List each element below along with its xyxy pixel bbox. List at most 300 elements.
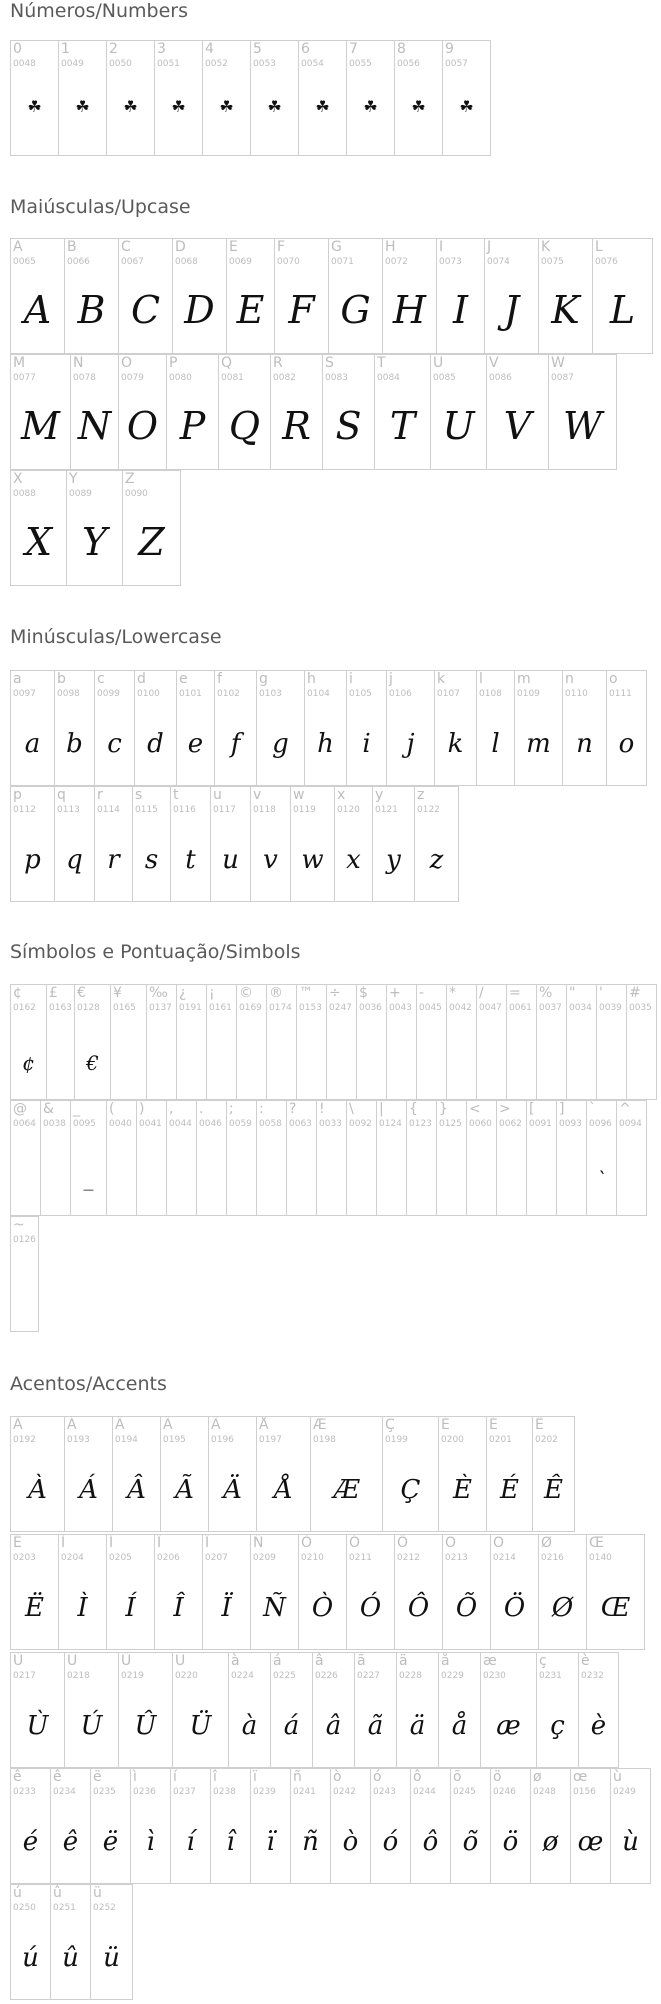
char-code: 0195 — [163, 1435, 186, 1445]
glyph-cell[interactable] — [606, 670, 647, 786]
char-label: h — [307, 671, 316, 687]
glyph-cell[interactable] — [414, 786, 459, 902]
glyph-cell[interactable] — [586, 1534, 645, 1650]
char-code: 0040 — [109, 1119, 132, 1129]
glyph-cell[interactable] — [10, 1534, 58, 1650]
glyph-cell[interactable] — [110, 984, 146, 1100]
glyph-cell[interactable] — [74, 984, 110, 1100]
glyph-cell[interactable] — [298, 40, 346, 156]
glyph-preview: û — [62, 1943, 79, 1973]
glyph-cell[interactable] — [90, 1768, 130, 1884]
char-code: 0060 — [469, 1119, 492, 1129]
glyph-cell[interactable] — [266, 984, 296, 1100]
glyph-cell[interactable] — [10, 238, 64, 354]
glyph-cell[interactable] — [154, 40, 202, 156]
char-label: ¿ — [179, 985, 187, 1001]
char-label: ê — [13, 1769, 22, 1785]
glyph-preview: ò — [342, 1827, 359, 1857]
glyph-cell[interactable] — [250, 786, 290, 902]
glyph-cell[interactable] — [172, 238, 226, 354]
char-code: 0095 — [73, 1119, 96, 1129]
glyph-preview: Ù — [26, 1711, 49, 1741]
glyph-preview: Ó — [359, 1593, 382, 1623]
glyph-cell[interactable] — [296, 984, 326, 1100]
char-code: 0213 — [445, 1553, 468, 1563]
glyph-cell[interactable] — [536, 984, 566, 1100]
glyph-cell[interactable] — [286, 1100, 316, 1216]
char-code: 0057 — [445, 59, 468, 69]
char-label: \ — [349, 1101, 354, 1117]
char-label: $ — [359, 985, 368, 1001]
glyph-cell[interactable] — [386, 670, 434, 786]
glyph-cell[interactable] — [196, 1100, 226, 1216]
char-label: @ — [13, 1101, 27, 1117]
glyph-cell[interactable] — [154, 1534, 202, 1650]
glyph-cell[interactable] — [526, 1100, 556, 1216]
glyph-cell[interactable] — [236, 984, 266, 1100]
char-label: ñ — [293, 1769, 302, 1785]
glyph-cell[interactable] — [58, 1534, 106, 1650]
char-code: 0193 — [67, 1435, 90, 1445]
glyph-cell[interactable] — [476, 670, 514, 786]
glyph-preview: m — [526, 729, 551, 759]
glyph-cell[interactable] — [372, 786, 414, 902]
char-label: L — [595, 239, 603, 255]
glyph-cell[interactable] — [210, 786, 250, 902]
glyph-cell[interactable] — [484, 238, 538, 354]
glyph-cell[interactable] — [616, 1100, 647, 1216]
char-label: À — [13, 1417, 23, 1433]
glyph-preview: á — [283, 1711, 300, 1741]
glyph-cell[interactable] — [406, 1100, 436, 1216]
char-label: g — [259, 671, 268, 687]
char-code: 0211 — [349, 1553, 372, 1563]
glyph-cell[interactable] — [250, 40, 298, 156]
glyph-cell[interactable] — [434, 670, 476, 786]
glyph-cell[interactable] — [64, 238, 118, 354]
char-code: 0042 — [449, 1003, 472, 1013]
glyph-cell[interactable] — [50, 1768, 90, 1884]
glyph-cell[interactable] — [270, 354, 322, 470]
glyph-cell[interactable] — [46, 984, 74, 1100]
char-code: 0034 — [569, 1003, 592, 1013]
glyph-cell[interactable] — [394, 40, 442, 156]
glyph-cell[interactable] — [562, 670, 606, 786]
char-label: Ù — [13, 1653, 24, 1669]
char-label: } — [439, 1101, 448, 1117]
char-code: 0114 — [97, 805, 120, 815]
glyph-cell[interactable] — [610, 1768, 651, 1884]
glyph-cell[interactable] — [290, 786, 334, 902]
glyph-preview: Y — [81, 520, 108, 564]
char-code: 0199 — [385, 1435, 408, 1445]
glyph-cell[interactable] — [210, 1768, 250, 1884]
glyph-cell[interactable] — [556, 1100, 586, 1216]
char-code: 0194 — [115, 1435, 138, 1445]
glyph-cell[interactable] — [486, 354, 548, 470]
glyph-cell[interactable] — [176, 670, 214, 786]
char-label: Î — [157, 1535, 162, 1551]
char-code: 0204 — [61, 1553, 84, 1563]
char-code: 0045 — [419, 1003, 442, 1013]
glyph-cell[interactable] — [596, 984, 626, 1100]
glyph-cell[interactable] — [326, 984, 356, 1100]
glyph-cell[interactable] — [442, 1534, 490, 1650]
glyph-cell[interactable] — [354, 1652, 396, 1768]
char-code: 0110 — [565, 689, 588, 699]
glyph-cell[interactable] — [356, 984, 386, 1100]
glyph-cell[interactable] — [374, 354, 430, 470]
glyph-cell[interactable] — [10, 1416, 64, 1532]
glyph-cell[interactable] — [136, 1100, 166, 1216]
char-code: 0097 — [13, 689, 36, 699]
glyph-cell[interactable] — [166, 354, 218, 470]
glyph-cell[interactable] — [438, 1652, 480, 1768]
glyph-cell[interactable] — [578, 1652, 619, 1768]
char-label: ù — [613, 1769, 622, 1785]
glyph-cell[interactable] — [506, 984, 536, 1100]
glyph-preview: k — [447, 729, 464, 759]
char-code: 0069 — [229, 257, 252, 267]
glyph-cell[interactable] — [10, 670, 54, 786]
char-label: æ — [483, 1653, 497, 1669]
glyph-cell[interactable] — [250, 1768, 290, 1884]
glyph-cell[interactable] — [10, 1884, 50, 2000]
glyph-cell[interactable] — [64, 1416, 112, 1532]
glyph-cell[interactable] — [176, 984, 206, 1100]
char-label: a — [13, 671, 22, 687]
glyph-preview: ö — [502, 1827, 519, 1857]
glyph-cell[interactable] — [226, 238, 274, 354]
char-code: 0036 — [359, 1003, 382, 1013]
glyph-preview: K — [551, 288, 580, 332]
glyph-cell[interactable] — [146, 984, 176, 1100]
char-label: Ã — [163, 1417, 173, 1433]
char-code: 0140 — [589, 1553, 612, 1563]
char-label: B — [67, 239, 77, 255]
glyph-preview: ☘ — [75, 97, 90, 116]
char-code: 0100 — [137, 689, 160, 699]
glyph-preview: Ñ — [263, 1593, 286, 1623]
char-label: Z — [125, 471, 135, 487]
glyph-cell[interactable] — [90, 1884, 133, 2000]
char-label: Ú — [67, 1653, 78, 1669]
glyph-cell[interactable] — [10, 40, 58, 156]
glyph-cell[interactable] — [446, 984, 476, 1100]
glyph-cell[interactable] — [536, 1652, 578, 1768]
glyph-cell[interactable] — [346, 1100, 376, 1216]
char-label: ò — [333, 1769, 342, 1785]
glyph-cell[interactable] — [436, 1100, 466, 1216]
glyph-cell[interactable] — [10, 1652, 64, 1768]
glyph-cell[interactable] — [346, 1534, 394, 1650]
glyph-cell[interactable] — [160, 1416, 208, 1532]
char-code: 0201 — [489, 1435, 512, 1445]
glyph-preview: F — [288, 288, 315, 332]
glyph-cell[interactable] — [118, 238, 172, 354]
char-label: 1 — [61, 41, 70, 57]
char-label: D — [175, 239, 186, 255]
char-code: 0242 — [333, 1787, 356, 1797]
glyph-cell[interactable] — [58, 40, 106, 156]
char-code: 0099 — [97, 689, 120, 699]
glyph-cell[interactable] — [206, 984, 236, 1100]
char-code: 0128 — [77, 1003, 100, 1013]
glyph-preview: p — [24, 845, 41, 875]
glyph-cell[interactable] — [10, 1216, 39, 1332]
glyph-cell[interactable] — [476, 984, 506, 1100]
char-label: T — [377, 355, 386, 371]
glyph-cell[interactable] — [256, 670, 304, 786]
glyph-cell[interactable] — [538, 1534, 586, 1650]
char-label: Ö — [493, 1535, 505, 1551]
glyph-cell[interactable] — [66, 470, 122, 586]
glyph-preview: À — [28, 1475, 47, 1505]
char-code: 0051 — [157, 59, 180, 69]
glyph-row — [10, 470, 181, 586]
char-code: 0041 — [139, 1119, 162, 1129]
char-code: 0078 — [73, 373, 96, 383]
glyph-cell[interactable] — [256, 1100, 286, 1216]
glyph-preview: í — [186, 1827, 195, 1857]
glyph-cell[interactable] — [122, 470, 181, 586]
char-code: 0102 — [217, 689, 240, 699]
char-code: 0087 — [551, 373, 574, 383]
glyph-cell[interactable] — [106, 40, 154, 156]
char-code: 0092 — [349, 1119, 372, 1129]
char-label: ô — [413, 1769, 422, 1785]
char-label: Ø — [541, 1535, 553, 1551]
glyph-cell[interactable] — [514, 670, 562, 786]
glyph-cell[interactable] — [274, 238, 328, 354]
char-label: i — [349, 671, 353, 687]
char-label: j — [389, 671, 393, 687]
glyph-cell[interactable] — [328, 238, 382, 354]
glyph-cell[interactable] — [228, 1652, 270, 1768]
glyph-cell[interactable] — [330, 1768, 370, 1884]
glyph-cell[interactable] — [118, 354, 166, 470]
glyph-cell[interactable] — [626, 984, 657, 1100]
glyph-preview: Ï — [221, 1593, 232, 1623]
glyph-cell[interactable] — [396, 1652, 438, 1768]
char-code: 0120 — [337, 805, 360, 815]
char-code: 0238 — [213, 1787, 236, 1797]
glyph-cell[interactable] — [480, 1652, 536, 1768]
char-label: y — [375, 787, 384, 803]
section-title: Maiúsculas/Upcase — [10, 196, 191, 218]
glyph-cell[interactable] — [310, 1416, 382, 1532]
glyph-preview: l — [491, 729, 500, 759]
glyph-preview: B — [77, 288, 106, 332]
glyph-cell[interactable] — [570, 1768, 610, 1884]
glyph-cell[interactable] — [166, 1100, 196, 1216]
char-label: è — [581, 1653, 590, 1669]
glyph-row — [10, 354, 617, 470]
glyph-cell[interactable] — [170, 1768, 210, 1884]
glyph-cell[interactable] — [416, 984, 446, 1100]
char-code: 0111 — [609, 689, 632, 699]
glyph-cell[interactable] — [10, 786, 54, 902]
glyph-preview: y — [386, 845, 401, 875]
glyph-cell[interactable] — [386, 984, 416, 1100]
char-code: 0065 — [13, 257, 36, 267]
glyph-cell[interactable] — [134, 670, 176, 786]
glyph-cell[interactable] — [586, 1100, 616, 1216]
glyph-cell[interactable] — [430, 354, 486, 470]
glyph-cell[interactable] — [54, 670, 94, 786]
glyph-cell[interactable] — [256, 1416, 310, 1532]
char-label: ~ — [13, 1217, 25, 1233]
glyph-cell[interactable] — [170, 786, 210, 902]
char-code: 0050 — [109, 59, 132, 69]
char-label: ø — [533, 1769, 542, 1785]
glyph-cell[interactable] — [290, 1768, 330, 1884]
glyph-cell[interactable] — [94, 670, 134, 786]
char-code: 0207 — [205, 1553, 228, 1563]
char-label: l — [479, 671, 483, 687]
char-code: 0225 — [273, 1671, 296, 1681]
glyph-cell[interactable] — [334, 786, 372, 902]
glyph-cell[interactable] — [548, 354, 617, 470]
char-code: 0116 — [173, 805, 196, 815]
char-code: 0066 — [67, 257, 90, 267]
char-code: 0247 — [329, 1003, 352, 1013]
glyph-preview: ø — [542, 1827, 559, 1857]
char-code: 0117 — [213, 805, 236, 815]
glyph-cell[interactable] — [490, 1534, 538, 1650]
glyph-cell[interactable] — [490, 1768, 530, 1884]
glyph-cell[interactable] — [532, 1416, 575, 1532]
char-code: 0229 — [441, 1671, 464, 1681]
char-code: 0245 — [453, 1787, 476, 1797]
char-label: r — [97, 787, 103, 803]
glyph-cell[interactable] — [50, 1884, 90, 2000]
glyph-preview: V — [503, 404, 532, 448]
glyph-cell[interactable] — [202, 40, 250, 156]
glyph-cell[interactable] — [172, 1652, 228, 1768]
glyph-preview: ã — [367, 1711, 384, 1741]
glyph-cell[interactable] — [208, 1416, 256, 1532]
glyph-preview: x — [346, 845, 361, 875]
glyph-cell[interactable] — [106, 1100, 136, 1216]
glyph-cell[interactable] — [298, 1534, 346, 1650]
char-code: 0072 — [385, 257, 408, 267]
char-code: 0079 — [121, 373, 144, 383]
char-code: 0085 — [433, 373, 456, 383]
glyph-cell[interactable] — [382, 238, 436, 354]
glyph-cell[interactable] — [370, 1768, 410, 1884]
glyph-cell[interactable] — [10, 354, 70, 470]
glyph-preview: Æ — [333, 1475, 360, 1505]
glyph-cell[interactable] — [438, 1416, 486, 1532]
char-label: Ó — [349, 1535, 361, 1551]
char-label: t — [173, 787, 179, 803]
glyph-cell[interactable] — [10, 470, 66, 586]
glyph-cell[interactable] — [132, 786, 170, 902]
glyph-cell[interactable] — [202, 1534, 250, 1650]
glyph-cell[interactable] — [538, 238, 592, 354]
char-label: ( — [109, 1101, 115, 1117]
glyph-cell[interactable] — [466, 1100, 496, 1216]
glyph-preview: O — [126, 404, 159, 448]
glyph-preview: ` — [596, 1167, 607, 1191]
glyph-cell[interactable] — [346, 40, 394, 156]
glyph-cell[interactable] — [226, 1100, 256, 1216]
glyph-cell[interactable] — [130, 1768, 170, 1884]
char-label: E — [229, 239, 238, 255]
glyph-cell[interactable] — [566, 984, 596, 1100]
glyph-cell[interactable] — [94, 786, 132, 902]
char-code: 0202 — [535, 1435, 558, 1445]
glyph-cell[interactable] — [70, 354, 118, 470]
glyph-cell[interactable] — [218, 354, 270, 470]
glyph-cell[interactable] — [54, 786, 94, 902]
char-code: 0205 — [109, 1553, 132, 1563]
char-code: 0123 — [409, 1119, 432, 1129]
char-label: ö — [493, 1769, 502, 1785]
glyph-cell[interactable] — [530, 1768, 570, 1884]
glyph-cell[interactable] — [270, 1652, 312, 1768]
char-label: ú — [13, 1885, 22, 1901]
glyph-cell[interactable] — [250, 1534, 298, 1650]
glyph-preview: Í — [125, 1593, 136, 1623]
glyph-cell[interactable] — [70, 1100, 106, 1216]
glyph-preview: s — [144, 845, 159, 875]
glyph-cell[interactable] — [112, 1416, 160, 1532]
char-label: ) — [139, 1101, 145, 1117]
glyph-cell[interactable] — [394, 1534, 442, 1650]
glyph-cell[interactable] — [376, 1100, 406, 1216]
char-code: 0161 — [209, 1003, 232, 1013]
char-label: * — [449, 985, 456, 1001]
glyph-preview: Z — [138, 520, 165, 564]
glyph-cell[interactable] — [442, 40, 491, 156]
char-label: " — [569, 985, 576, 1001]
char-code: 0056 — [397, 59, 420, 69]
glyph-cell[interactable] — [436, 238, 484, 354]
glyph-cell[interactable] — [10, 1100, 40, 1216]
glyph-cell[interactable] — [496, 1100, 526, 1216]
glyph-cell[interactable] — [316, 1100, 346, 1216]
glyph-preview: Û — [134, 1711, 157, 1741]
char-code: 0112 — [13, 805, 36, 815]
char-code: 0235 — [93, 1787, 116, 1797]
char-label: - — [419, 985, 425, 1001]
glyph-cell[interactable] — [106, 1534, 154, 1650]
glyph-preview: e — [187, 729, 204, 759]
char-label: k — [437, 671, 446, 687]
char-label: n — [565, 671, 574, 687]
glyph-cell[interactable] — [118, 1652, 172, 1768]
char-code: 0237 — [173, 1787, 196, 1797]
glyph-cell[interactable] — [450, 1768, 490, 1884]
glyph-cell[interactable] — [40, 1100, 70, 1216]
char-code: 0200 — [441, 1435, 464, 1445]
glyph-cell[interactable] — [214, 670, 256, 786]
glyph-cell[interactable] — [10, 984, 46, 1100]
glyph-cell[interactable] — [304, 670, 346, 786]
glyph-cell[interactable] — [486, 1416, 532, 1532]
glyph-cell[interactable] — [592, 238, 653, 354]
glyph-cell[interactable] — [346, 670, 386, 786]
glyph-cell[interactable] — [312, 1652, 354, 1768]
glyph-cell[interactable] — [410, 1768, 450, 1884]
glyph-cell[interactable] — [64, 1652, 118, 1768]
char-code: 0048 — [13, 59, 36, 69]
glyph-cell[interactable] — [382, 1416, 438, 1532]
glyph-cell[interactable] — [322, 354, 374, 470]
glyph-cell[interactable] — [10, 1768, 50, 1884]
